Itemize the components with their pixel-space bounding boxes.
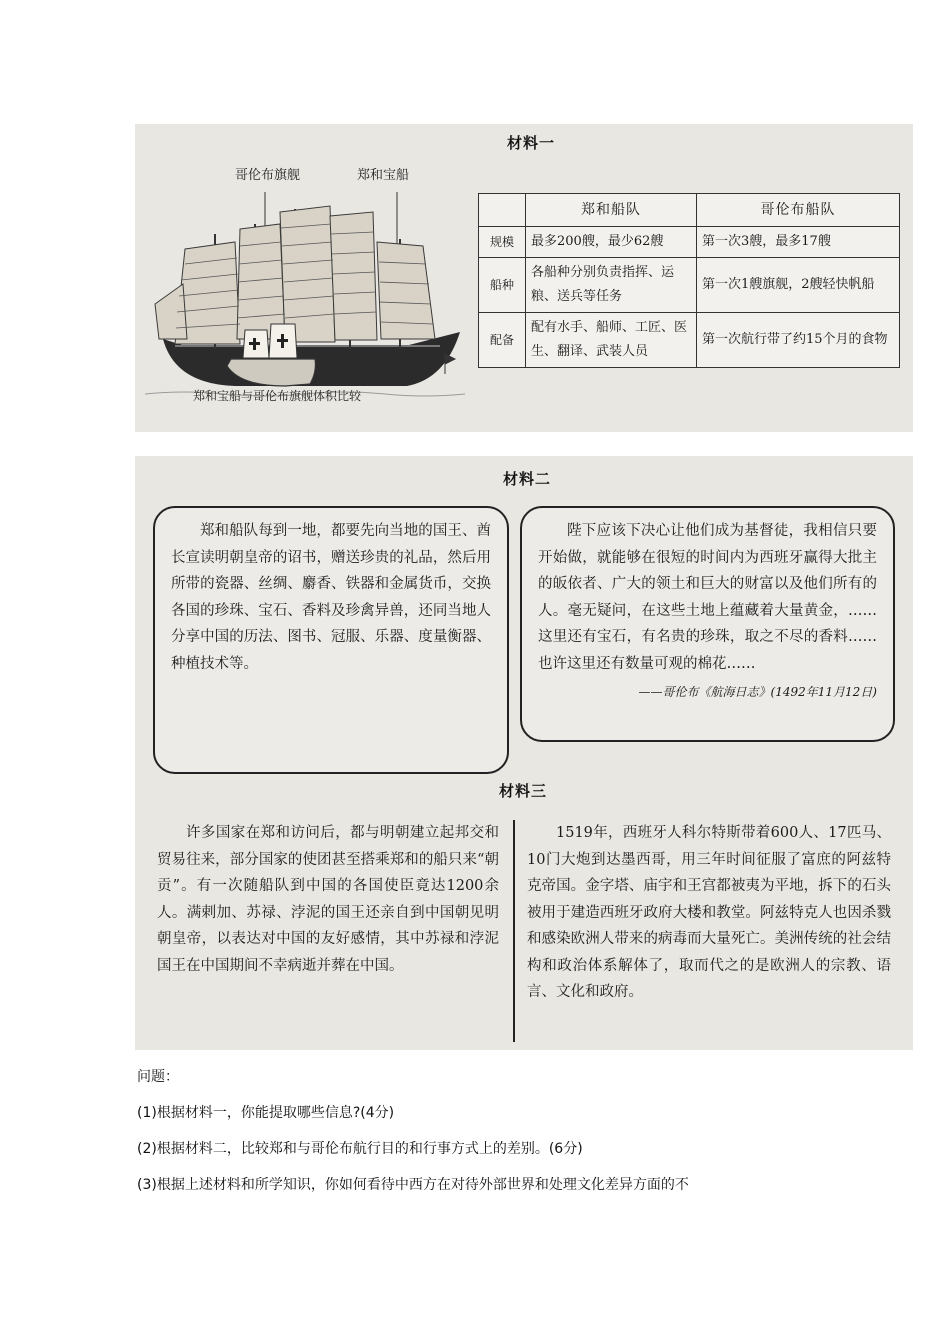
material23-photo	[135, 456, 913, 1050]
zhenghe-cell: 最多200艘，最少62艘	[526, 227, 697, 258]
material2-right-source: ——哥伦布《航海日志》(1492年11月12日)	[638, 685, 877, 699]
ship-caption: 郑和宝船与哥伦布旗舰体积比较	[193, 389, 362, 403]
columbus-ship-label: 哥伦布旗舰	[235, 168, 301, 183]
zhenghe-ship-label: 郑和宝船	[357, 168, 410, 183]
ship-comparison-illustration	[145, 154, 465, 414]
zhenghe-cell: 配有水手、船师、工匠、医生、翻译、武装人员	[526, 313, 697, 368]
comparison-table	[478, 193, 900, 368]
table-header-blank	[479, 194, 526, 227]
table-row	[479, 258, 900, 313]
material1-title: 材料一	[507, 134, 556, 152]
table-header-zhenghe: 郑和船队	[526, 194, 697, 227]
zhenghe-cell: 各船种分别负责指挥、运粮、送兵等任务	[526, 258, 697, 313]
row-label: 配备	[479, 313, 526, 368]
table-row	[479, 313, 900, 368]
material2-right-text: 陛下应该下决心让他们成为基督徒，我相信只要开始做，就能够在很短的时间内为西班牙赢得大批主的皈依者、广大的领土和巨大的财富以及他们所有的人。毫无疑问，在这些土地上蕴藏着大量黄金，……这里还有宝石，有名贵的珍珠，取之不尽的香料……也许这里还有数量可观的棉花……	[538, 523, 877, 672]
question-3: (3)根据上述材料和所学知识，你如何看待中西方在对待外部世界和处理文化差异方面的不	[137, 1177, 689, 1193]
row-label: 规模	[479, 227, 526, 258]
material1-photo	[135, 124, 913, 432]
material2-right-box	[520, 506, 895, 742]
material2-left-box	[153, 506, 509, 774]
table-row	[479, 227, 900, 258]
questions-heading: 问题：	[137, 1069, 179, 1085]
material3-title: 材料三	[499, 782, 548, 800]
table-header-columbus: 哥伦布船队	[697, 194, 900, 227]
row-label: 船种	[479, 258, 526, 313]
columbus-cell: 第一次3艘，最多17艘	[697, 227, 900, 258]
material2-title: 材料二	[503, 470, 552, 488]
material3-left-text: 许多国家在郑和访问后，都与明朝建立起邦交和贸易往来，部分国家的使团甚至搭乘郑和的船只来“朝贡”。有一次随船队到中国的各国使臣竟达1200余人。满剌加、苏禄、浡泥的国王还亲自到中国朝见明朝皇帝，以表达对中国的友好感情，其中苏禄和浡泥国王在中国期间不幸病逝并葬在中国。	[157, 825, 499, 974]
table-header-row	[479, 194, 900, 227]
question-1: (1)根据材料一，你能提取哪些信息?(4分)	[137, 1105, 395, 1121]
material3-right-text: 1519年，西班牙人科尔特斯带着600人、17匹马、10门大炮到达墨西哥，用三年时间征服了富庶的阿兹特克帝国。金字塔、庙宇和王宫都被夷为平地，拆下的石头被用于建造西班牙政府大楼和教堂。阿兹特克人也因杀戮和感染欧洲人带来的病毒而大量死亡。美洲传统的社会结构和政治体系解体了，取而代之的是欧洲人的宗教、语言、文化和政府。	[527, 825, 891, 1000]
material2-left-text: 郑和船队每到一地，都要先向当地的国王、酋长宣读明朝皇帝的诏书，赠送珍贵的礼品，然后用所带的瓷器、丝绸、麝香、铁器和金属货币，交换各国的珍珠、宝石、香料及珍禽异兽，还同当地人分享中国的历法、图书、冠服、乐器、度量衡器、种植技术等。	[171, 523, 491, 672]
question-2: (2)根据材料二，比较郑和与哥伦布航行目的和行事方式上的差别。(6分)	[137, 1141, 583, 1157]
columbus-cell: 第一次航行带了约15个月的食物	[697, 313, 900, 368]
column-divider	[513, 820, 515, 1042]
columbus-cell: 第一次1艘旗舰，2艘轻快帆船	[697, 258, 900, 313]
